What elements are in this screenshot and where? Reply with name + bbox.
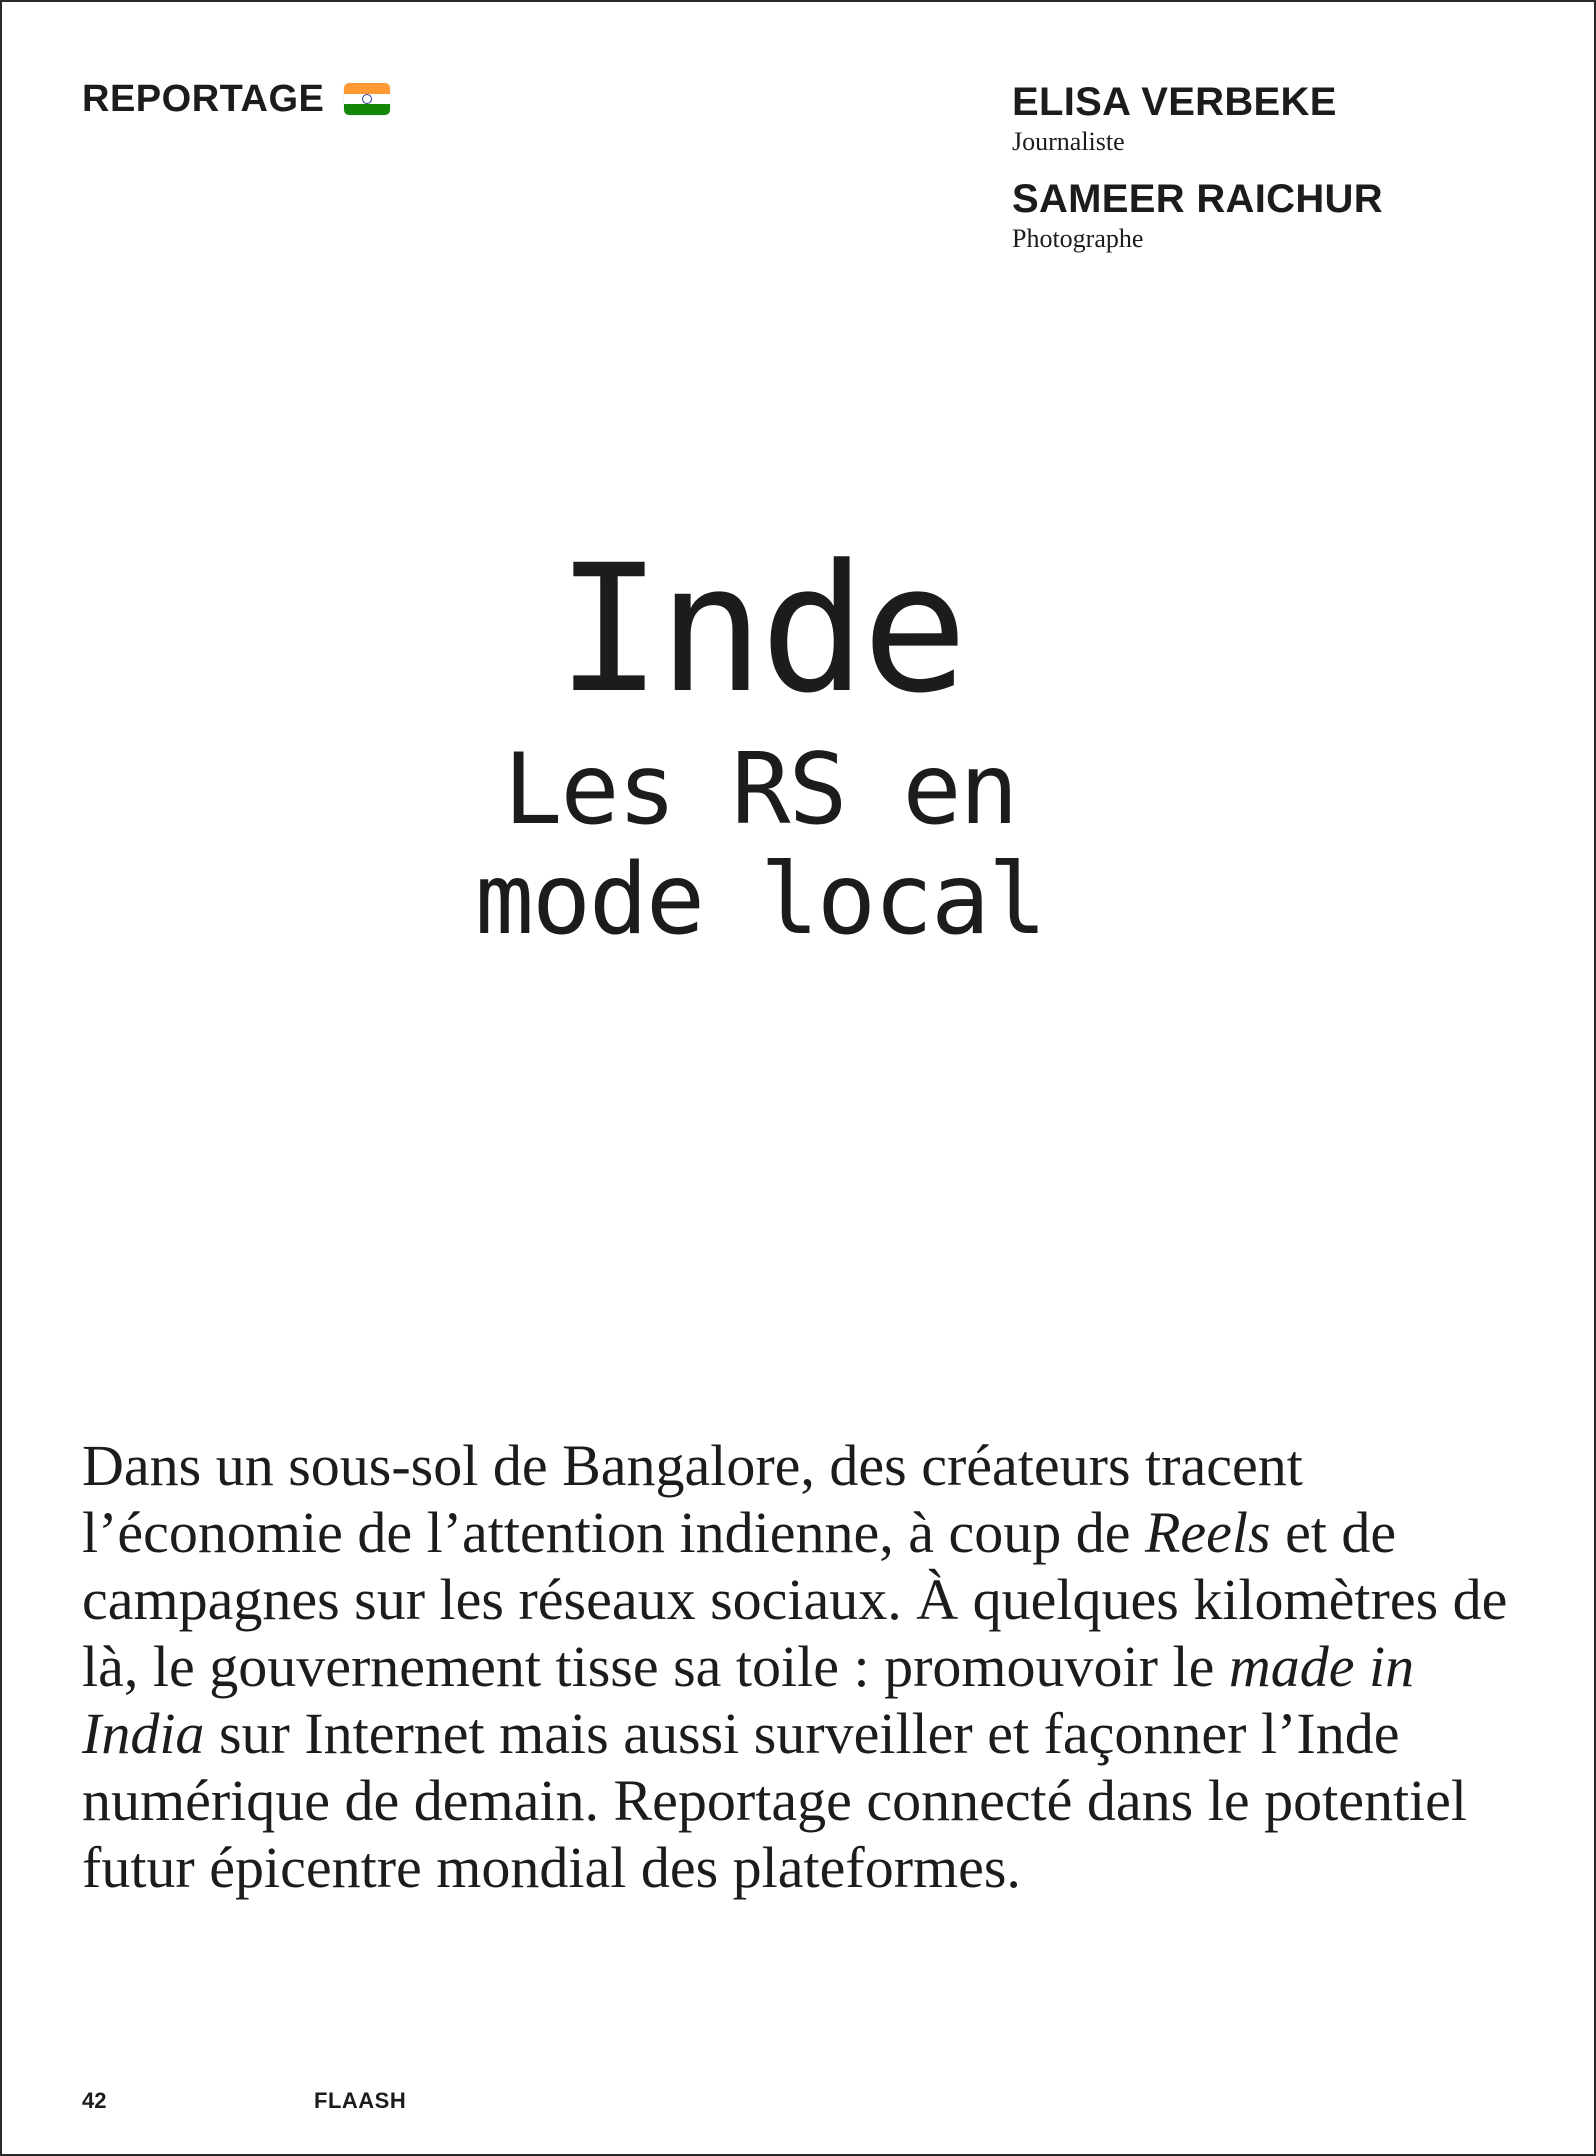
article-title: Inde <box>556 527 964 732</box>
section-label <box>82 80 390 118</box>
photographer-name: SAMEER RAICHUR <box>1012 176 1383 221</box>
credit-journalist <box>1012 82 1572 157</box>
lede-text-2: et de campagnes sur les réseaux sociaux. À quelques kilomètres de là, le gouvernement tisse sa toile : promouvoir le <box>82 1500 1508 1699</box>
lede-emphasis-made-in-india: made in India <box>82 1634 1415 1766</box>
journalist-role: Journaliste <box>1012 127 1125 156</box>
journalist-name: ELISA VERBEKE <box>1012 80 1337 124</box>
article-lede <box>82 1432 1512 1901</box>
photographer-role: Photographe <box>1012 223 1144 253</box>
credits <box>1012 82 1572 275</box>
lede-text-3: sur Internet mais aussi surveiller et façonner l’Inde numérique de demain. Reportage connecté dans le potentiel futur épicentre mondial des plateformes. <box>82 1701 1468 1900</box>
page-number: 42 <box>82 2088 107 2113</box>
title-block <box>2 527 1518 957</box>
section-title: REPORTAGE <box>82 78 325 120</box>
credit-photographer <box>1012 176 1572 254</box>
article-subtitle: Les RS en mode local <box>474 733 1045 957</box>
lede-text-1: Dans un sous-sol de Bangalore, des créateurs tracent l’économie de l’attention indienne, à coup de <box>82 1433 1303 1565</box>
magazine-name: FLAASH <box>314 2088 407 2113</box>
india-flag-icon <box>344 83 390 115</box>
lede-emphasis-reels: Reels <box>1144 1500 1271 1565</box>
